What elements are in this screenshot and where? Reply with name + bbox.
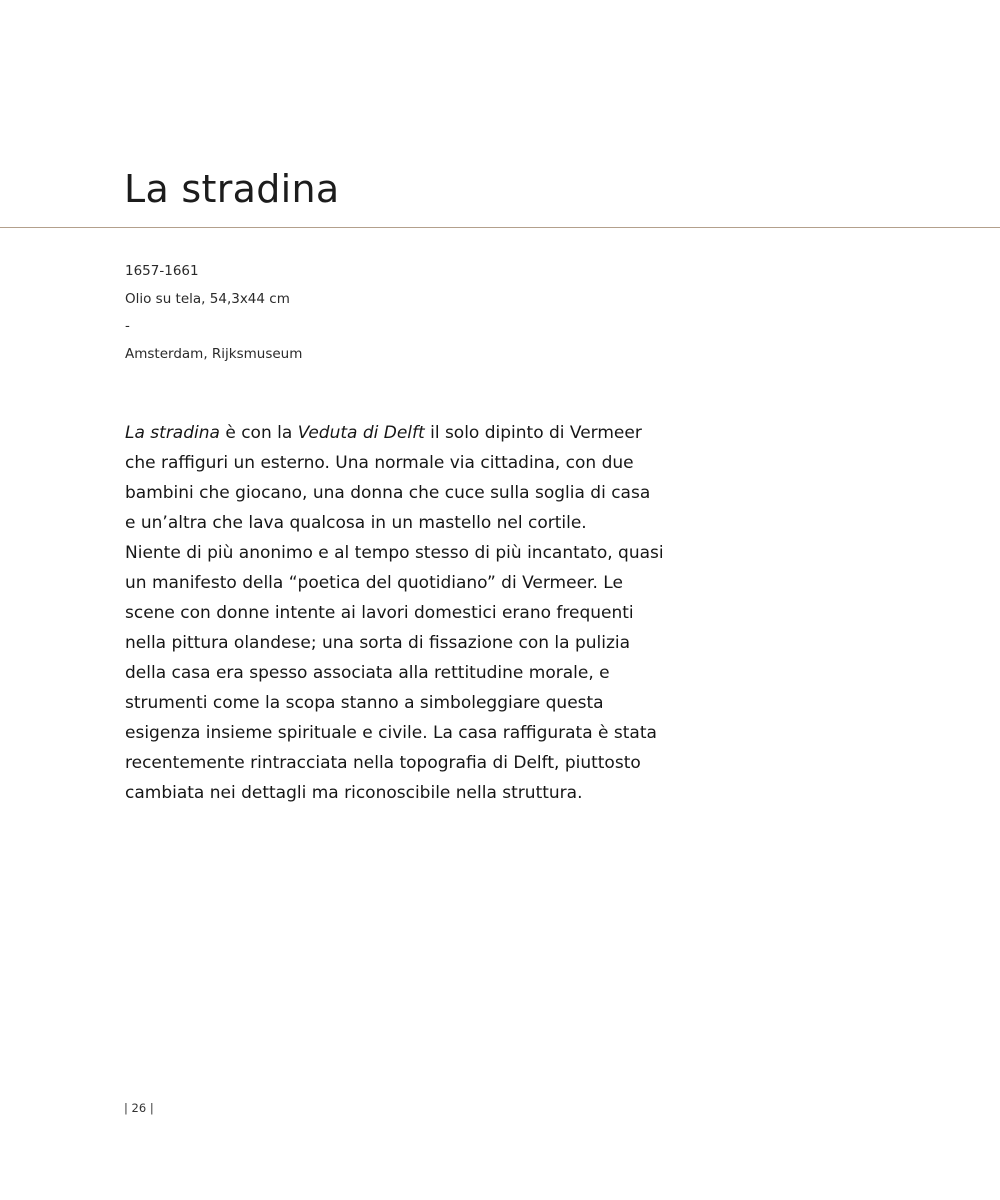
page-title: La stradina bbox=[124, 167, 340, 211]
paragraph-line: un manifesto della “poetica del quotidiano” di Vermeer. Le bbox=[125, 573, 623, 593]
paragraph-line: strumenti come la scopa stanno a simboleggiare questa bbox=[125, 693, 604, 713]
paragraph-line: scene con donne intente ai lavori domestici erano frequenti bbox=[125, 603, 634, 623]
page-number: | 26 | bbox=[124, 1101, 154, 1115]
paragraph-line: che raffiguri un esterno. Una normale via cittadina, con due bbox=[125, 453, 634, 473]
paragraph-line: e un’altra che lava qualcosa in un mastello nel cortile. bbox=[125, 513, 587, 533]
paragraph-line: nella pittura olandese; una sorta di fissazione con la pulizia bbox=[125, 633, 631, 653]
paragraph-text: è con la bbox=[219, 423, 298, 443]
paragraph-line: recentemente rintracciata nella topografia di Delft, piuttosto bbox=[125, 753, 641, 773]
paragraph-line: cambiata nei dettagli ma riconoscibile nella struttura. bbox=[125, 783, 583, 803]
paragraph-line: della casa era spesso associata alla rettitudine morale, e bbox=[125, 663, 610, 683]
paragraph-line: bambini che giocano, una donna che cuce sulla soglia di casa bbox=[125, 483, 651, 503]
artwork-medium: Olio su tela, 54,3x44 cm bbox=[125, 290, 290, 307]
artwork-dates: 1657-1661 bbox=[125, 263, 199, 279]
paragraph-line: Niente di più anonimo e al tempo stesso di più incantato, quasi bbox=[125, 543, 664, 563]
paragraph-line: esigenza insieme spirituale e civile. La casa raffigurata è stata bbox=[125, 723, 657, 743]
artwork-metadata bbox=[125, 258, 302, 368]
paragraph-text: il solo dipinto di Vermeer bbox=[424, 423, 642, 443]
italic-title-stradina: La stradina bbox=[125, 423, 220, 443]
metadata-separator: - bbox=[125, 318, 130, 334]
description-paragraph bbox=[125, 418, 685, 808]
italic-title-veduta: Veduta di Delft bbox=[297, 423, 425, 443]
artwork-location: Amsterdam, Rijksmuseum bbox=[125, 345, 303, 362]
title-divider bbox=[0, 227, 1000, 228]
paragraph-line bbox=[125, 418, 685, 448]
